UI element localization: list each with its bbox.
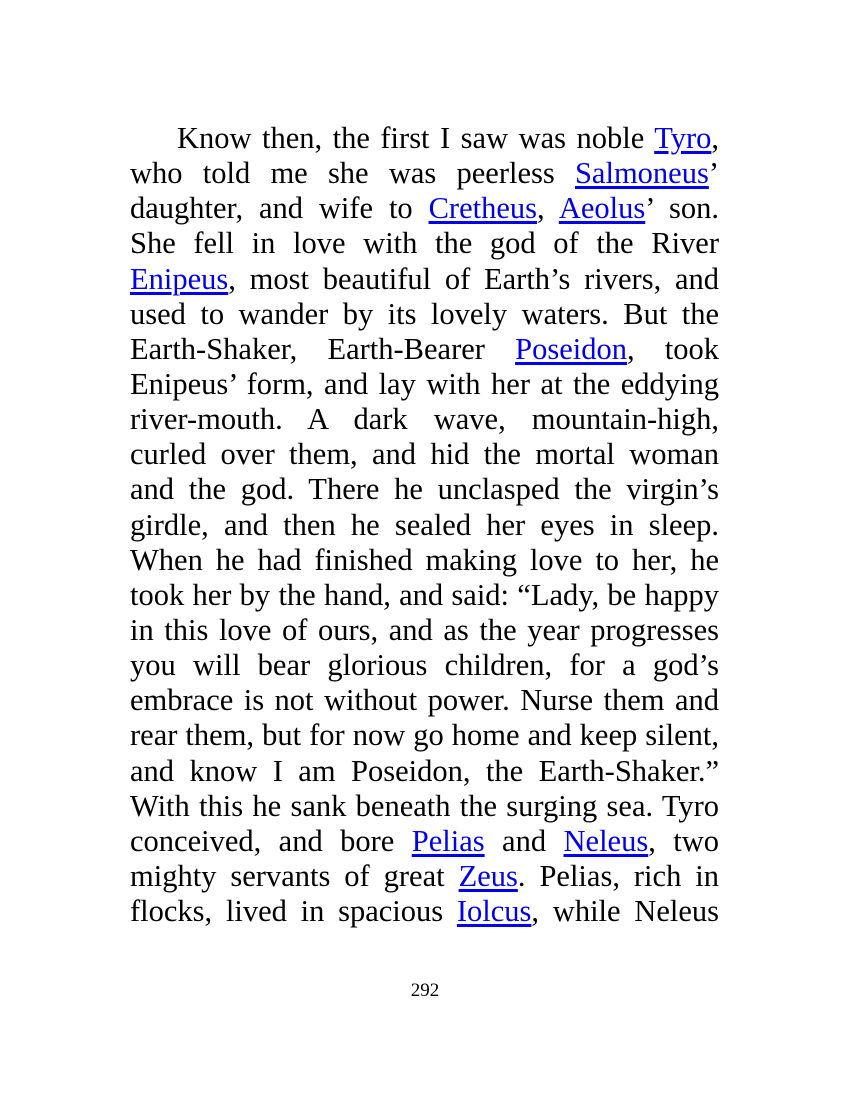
- text-segment: you will bear glorious children, for a god’s: [130, 648, 719, 683]
- text-segment: With this he sank beneath the surging sea. Tyro: [130, 788, 719, 823]
- link-iolcus[interactable]: Iolcus: [456, 894, 532, 929]
- text-line: [130, 683, 719, 718]
- text-segment: girdle, and then he sealed her eyes in sleep.: [130, 507, 719, 542]
- text-segment: and: [484, 823, 564, 858]
- link-zeus[interactable]: Zeus: [458, 858, 518, 893]
- text-line: [130, 226, 719, 261]
- link-salmoneus[interactable]: Salmoneus: [574, 156, 709, 191]
- text-line: [130, 262, 719, 297]
- text-line: [130, 508, 719, 543]
- link-aeolus[interactable]: Aeolus: [558, 191, 646, 226]
- text-segment: She fell in love with the god of the River: [130, 226, 719, 261]
- text-segment: daughter, and wife to: [130, 191, 429, 226]
- link-enipeus[interactable]: Enipeus: [130, 261, 229, 296]
- text-segment: took her by the hand, and said: “Lady, be happy: [130, 577, 719, 612]
- link-neleus[interactable]: Neleus: [563, 823, 649, 858]
- text-segment: who told me she was peerless: [130, 156, 575, 191]
- text-segment: ’ son.: [645, 191, 719, 226]
- text-segment: When he had finished making love to her, he: [130, 542, 719, 577]
- text-segment: and know I am Poseidon, the Earth-Shaker.”: [130, 753, 719, 788]
- text-line: [130, 297, 719, 332]
- text-segment: ,: [536, 191, 559, 226]
- text-segment: , took: [626, 331, 719, 366]
- link-tyro[interactable]: Tyro: [654, 121, 712, 155]
- text-segment: Enipeus’ form, and lay with her at the eddying: [130, 366, 719, 401]
- text-segment: ’: [708, 156, 719, 191]
- text-line: [130, 789, 719, 824]
- text-segment: ,: [711, 121, 719, 155]
- text-line: [130, 402, 719, 437]
- text-segment: embrace is not without power. Nurse them and: [130, 683, 719, 718]
- text-segment: rear them, but for now go home and keep silent,: [130, 718, 719, 753]
- text-line: [130, 543, 719, 578]
- page-number: 292: [410, 980, 440, 1001]
- text-line: [130, 648, 719, 683]
- text-segment: . Pelias, rich in: [517, 858, 720, 893]
- text-segment: river-mouth. A dark wave, mountain-high,: [130, 402, 719, 437]
- text-line: [130, 156, 719, 191]
- text-segment: curled over them, and hid the mortal woman: [130, 437, 719, 472]
- text-line: [130, 613, 719, 648]
- body-paragraph: [130, 121, 719, 929]
- link-poseidon[interactable]: Poseidon: [515, 331, 627, 366]
- text-line: [130, 367, 719, 402]
- text-line: [130, 472, 719, 507]
- text-segment: mighty servants of great: [130, 858, 459, 893]
- text-segment: , while Neleus: [531, 894, 719, 929]
- text-line: [130, 121, 719, 156]
- text-line: [130, 824, 719, 859]
- text-line: [130, 191, 719, 226]
- text-line: [130, 437, 719, 472]
- text-segment: used to wander by its lovely waters. But the: [130, 296, 719, 331]
- link-cretheus[interactable]: Cretheus: [428, 191, 537, 226]
- text-line: [130, 894, 719, 929]
- text-line: [130, 332, 719, 367]
- text-segment: , two: [648, 823, 719, 858]
- text-line: [130, 754, 719, 789]
- text-segment: Know then, the first I saw was noble: [177, 121, 655, 155]
- text-line: [130, 578, 719, 613]
- link-pelias[interactable]: Pelias: [411, 823, 485, 858]
- text-segment: Earth-Shaker, Earth-Bearer: [130, 331, 516, 366]
- text-segment: and the god. There he unclasped the virgin’s: [130, 472, 719, 507]
- text-segment: flocks, lived in spacious: [130, 894, 457, 929]
- text-segment: , most beautiful of Earth’s rivers, and: [228, 261, 719, 296]
- text-line: [130, 718, 719, 753]
- text-segment: conceived, and bore: [130, 823, 412, 858]
- text-segment: in this love of ours, and as the year progresses: [130, 612, 719, 647]
- text-line: [130, 859, 719, 894]
